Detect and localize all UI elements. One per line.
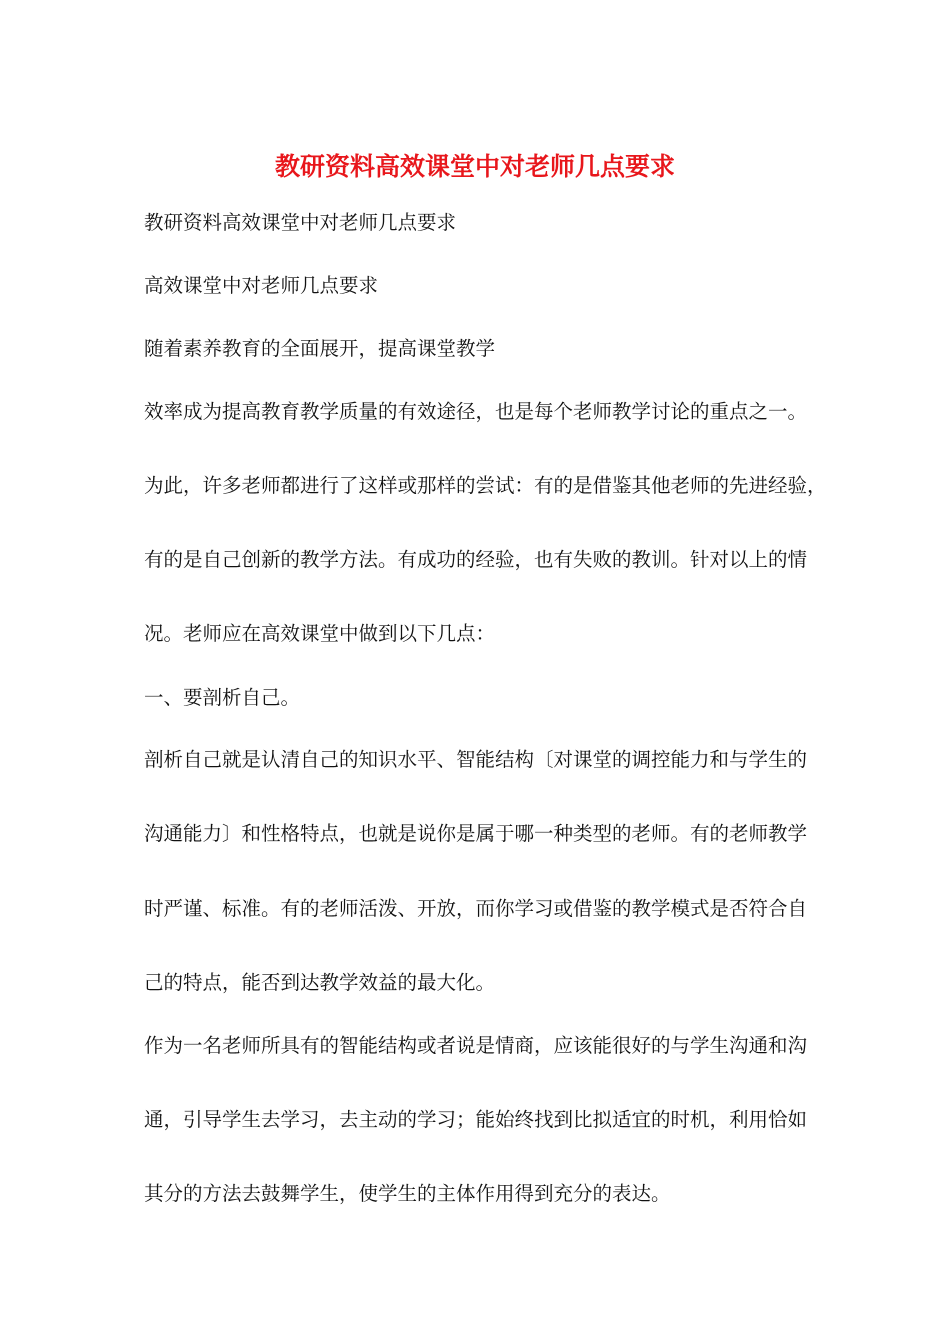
text-line: 己的特点，能否到达教学效益的最大化。 [144,971,496,994]
text-line: 有的是自己创新的教学方法。有成功的经验，也有失败的教训。针对以上的情 [144,548,808,571]
text-line: 通，引导学生去学习，去主动的学习；能始终找到比拟适宜的时机，利用恰如 [144,1108,808,1131]
text-line: 沟通能力〕和性格特点，也就是说你是属于哪一种类型的老师。有的老师教学 [144,822,808,845]
text-line: 效率成为提高教育教学质量的有效途径，也是每个老师教学讨论的重点之一。 [144,400,808,423]
text-line: 为此，许多老师都进行了这样或那样的尝试：有的是借鉴其他老师的先进经验， [144,474,827,497]
text-line: 剖析自己就是认清自己的知识水平、智能结构〔对课堂的调控能力和与学生的 [144,748,808,771]
text-line: 况。老师应在高效课堂中做到以下几点： [144,622,496,645]
text-line: 其分的方法去鼓舞学生，使学生的主体作用得到充分的表达。 [144,1182,671,1205]
section-heading: 一、要剖析自己。 [144,686,301,709]
text-line: 随着素养教育的全面展开，提高课堂教学 [144,337,496,360]
text-line-subtitle: 教研资料高效课堂中对老师几点要求 [144,211,457,234]
text-line: 作为一名老师所具有的智能结构或者说是情商，应该能很好的与学生沟通和沟 [144,1034,808,1057]
document-title: 教研资料高效课堂中对老师几点要求 [274,152,675,181]
text-line: 时严谨、标准。有的老师活泼、开放，而你学习或借鉴的教学模式是否符合自 [144,897,808,920]
text-line-heading: 高效课堂中对老师几点要求 [144,274,379,297]
